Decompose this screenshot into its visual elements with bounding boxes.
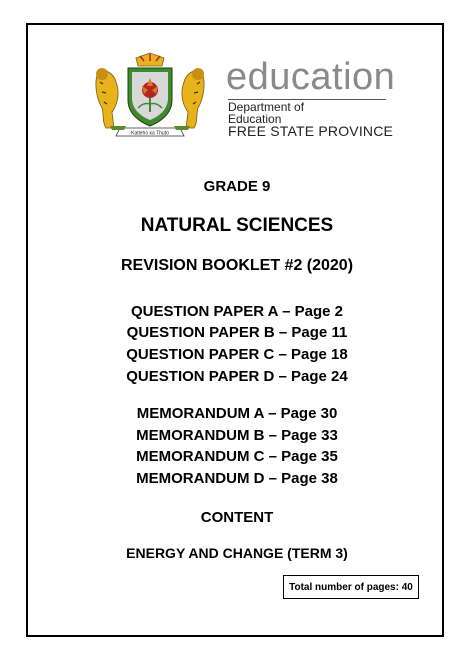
svg-text:Katleho ka Thuto: Katleho ka Thuto xyxy=(131,130,169,137)
grade-heading: GRADE 9 xyxy=(203,178,271,195)
content-topic: ENERGY AND CHANGE (TERM 3) xyxy=(126,545,348,561)
education-logo-text: education xyxy=(226,56,396,98)
province-text: FREE STATE PROVINCE xyxy=(228,123,394,139)
memorandum-b: MEMORANDUM B – Page 33 xyxy=(136,427,338,444)
question-paper-c: QUESTION PAPER C – Page 18 xyxy=(126,346,348,363)
question-paper-b: QUESTION PAPER B – Page 11 xyxy=(126,324,348,341)
memorandum-a: MEMORANDUM A – Page 30 xyxy=(136,405,338,422)
content-heading: CONTENT xyxy=(200,509,274,526)
education-text: Education xyxy=(228,112,282,126)
question-paper-a: QUESTION PAPER A – Page 2 xyxy=(131,303,343,320)
coat-of-arms-logo xyxy=(90,52,210,142)
memorandum-d: MEMORANDUM D – Page 38 xyxy=(136,470,338,487)
department-of-text: Department of xyxy=(228,100,305,114)
memorandum-c: MEMORANDUM C – Page 35 xyxy=(136,448,338,465)
subject-title: NATURAL SCIENCES xyxy=(140,215,334,236)
total-pages-box: Total number of pages: 40 xyxy=(283,575,419,599)
booklet-title: REVISION BOOKLET #2 (2020) xyxy=(120,257,354,274)
question-paper-d: QUESTION PAPER D – Page 24 xyxy=(126,368,348,385)
